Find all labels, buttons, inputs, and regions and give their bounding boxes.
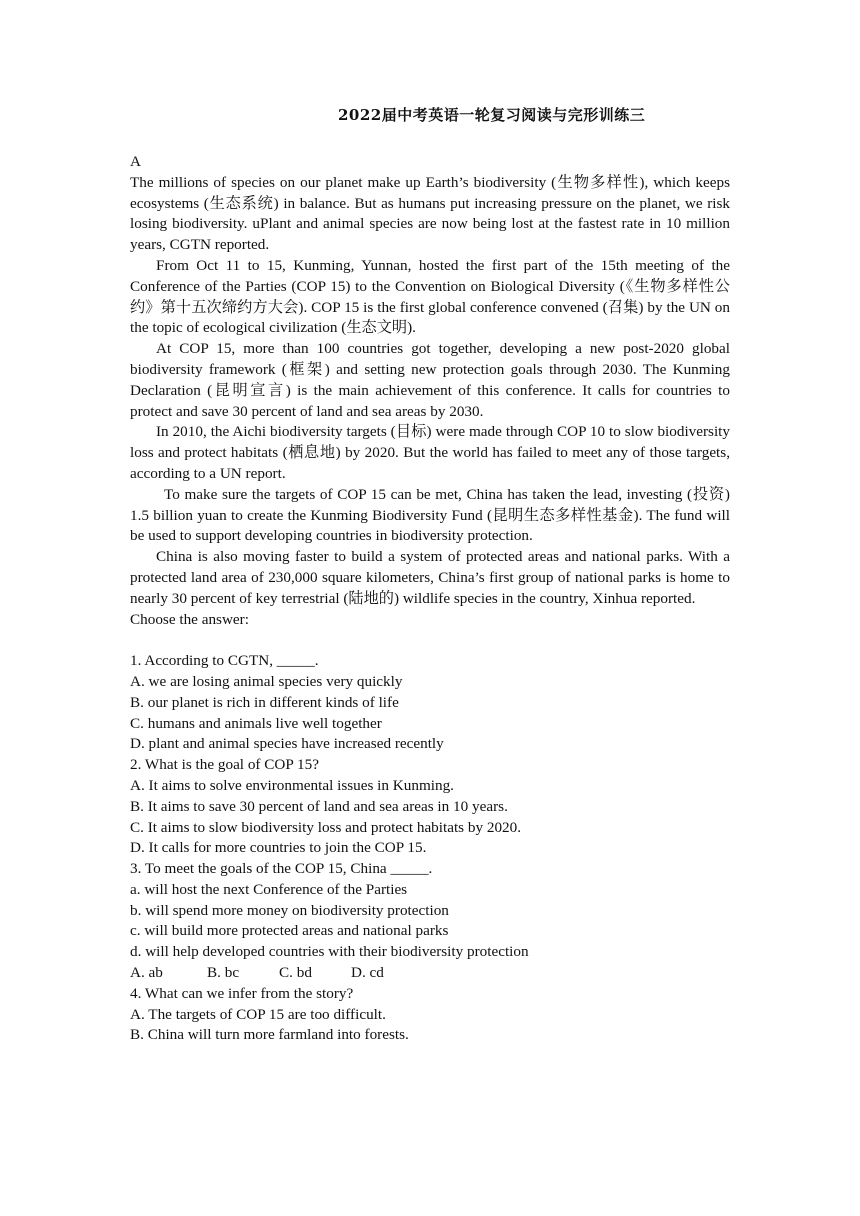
question-3 — [130, 859, 730, 984]
question-stem: 2. What is the goal of COP 15? — [130, 756, 319, 774]
sub-item-c: c. will build more protected areas and national parks — [130, 922, 449, 940]
question-1 — [130, 651, 730, 755]
paragraph-5: To make sure the targets of COP 15 can be met, China has taken the lead, investing (投资) 1.5 billion yuan to create the Kunming Biodiversity Fund (昆明生态多样性基金). The fund will be used to support developing countries in biodiversity protection. — [130, 485, 730, 545]
sub-item-d: d. will help developed countries with their biodiversity protection — [130, 943, 529, 961]
option-d: D. plant and animal species have increased recently — [130, 735, 444, 753]
blank-line — [130, 630, 730, 651]
option-c: C. humans and animals live well together — [130, 714, 382, 732]
option-a: A. The targets of COP 15 are too difficult. — [130, 1005, 386, 1023]
paragraph-1: The millions of species on our planet make up Earth’s biodiversity (生物多样性), which keeps ecosystems (生态系统) in balance. But as humans put increasing pressure on the planet, we risk losing biodiversity. uPlant and animal species are now being lost at the fastest rate in 10 million years, CGTN reported. — [130, 173, 730, 254]
document-body — [130, 152, 730, 1046]
question-stem: 3. To meet the goals of the COP 15, China _____. — [130, 860, 433, 878]
option-a: A. ab — [130, 964, 163, 982]
option-c: C. bd — [279, 964, 312, 982]
instruction: Choose the answer: — [130, 610, 249, 628]
document-title: 2022届中考英语一轮复习阅读与完形训练三 — [338, 106, 646, 124]
option-c: C. It aims to slow biodiversity loss and protect habitats by 2020. — [130, 818, 522, 836]
paragraph-4: In 2010, the Aichi biodiversity targets (目标) were made through COP 10 to slow biodiversity loss and protect habitats (栖息地) by 2020. But the world has failed to meet any of those targets, according to a UN report. — [130, 423, 730, 482]
paragraph-6: China is also moving faster to build a system of protected areas and national parks. With a protected land area of 230,000 square kilometers, China’s first group of national parks is home to nearly 30 percent of key terrestrial (陆地的) wildlife species in the country, Xinhua reported. — [130, 548, 730, 607]
option-b: B. China will turn more farmland into forests. — [130, 1026, 409, 1044]
question-4 — [130, 984, 730, 1046]
option-b: B. our planet is rich in different kinds of life — [130, 693, 399, 711]
option-b: B. bc — [207, 964, 240, 982]
option-d: D. cd — [351, 964, 384, 982]
options-row — [130, 963, 730, 984]
paragraph-2: From Oct 11 to 15, Kunming, Yunnan, hosted the first part of the 15th meeting of the Conference of the Parties (COP 15) to the Convention on Biological Diversity (《生物多样性公约》第十五次缔约方大会). COP 15 is the first global conference convened (召集) by the UN on the topic of ecological civilization (生态文明). — [130, 256, 730, 337]
sub-item-a: a. will host the next Conference of the Parties — [130, 880, 408, 898]
question-2 — [130, 755, 730, 859]
option-a: A. It aims to solve environmental issues in Kunming. — [130, 776, 454, 794]
section-label: A — [130, 153, 141, 170]
option-b: B. It aims to save 30 percent of land and sea areas in 10 years. — [130, 797, 508, 815]
option-a: A. we are losing animal species very quickly — [130, 672, 403, 690]
question-stem: 1. According to CGTN, _____. — [130, 652, 319, 670]
option-d: D. It calls for more countries to join the COP 15. — [130, 839, 427, 857]
question-stem: 4. What can we infer from the story? — [130, 984, 354, 1002]
paragraph-3: At COP 15, more than 100 countries got together, developing a new post-2020 global biodiversity framework (框架) and setting new protection goals through 2030. The Kunming Declaration (昆明宣言) is the main achievement of this conference. It calls for countries to protect and save 30 percent of land and sea areas by 2030. — [130, 340, 730, 420]
sub-item-b: b. will spend more money on biodiversity protection — [130, 901, 449, 919]
